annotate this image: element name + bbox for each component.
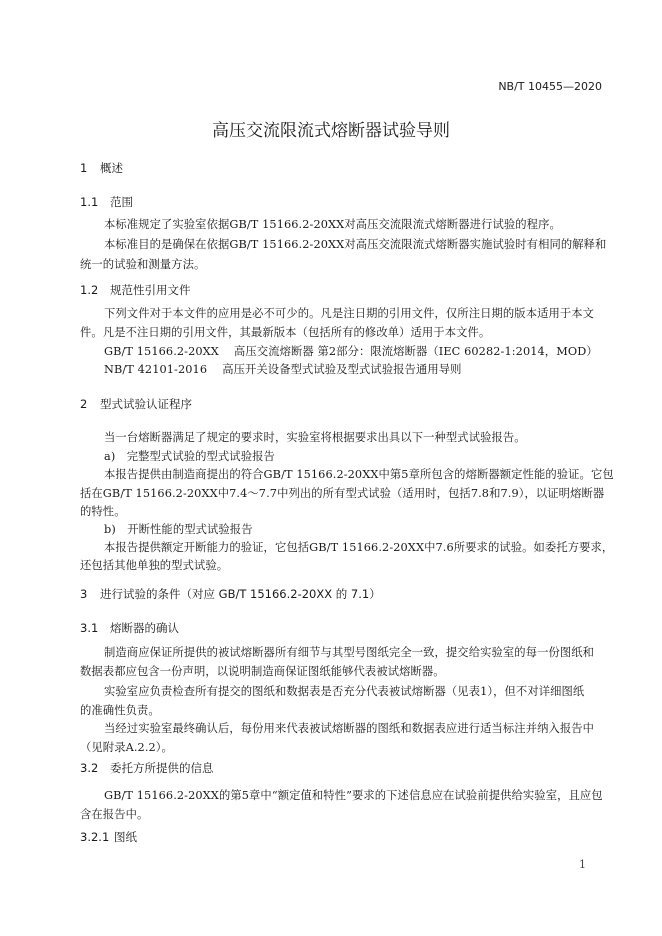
section-title: 进行试验的条件（对应 GB/T 15166.2-20XX 的 7.1） [100, 587, 381, 601]
paragraph: 实验室应负责检查所有提交的图纸和数据表是否充分代表被试熔断器（见表1），但不对详细图纸 [104, 685, 585, 698]
paragraph: 括在GB/T 15166.2-20XX中7.4～7.7中列出的所有型式试验（适用时，包括7.8和7.9），以证明熔断器 [80, 487, 605, 500]
section-2-heading [80, 396, 192, 412]
paragraph: 的特性。 [80, 505, 126, 518]
section-title: 熔断器的确认 [110, 621, 179, 635]
section-number: 3 [80, 587, 88, 601]
reference-entry: GB/T 15166.2-20XX 高压交流熔断器 第2部分：限流熔断器（IEC 60282-1:2014，MOD） [104, 345, 598, 358]
paragraph: 当一台熔断器满足了规定的要求时，实验室将根据要求出具以下一种型式试验报告。 [104, 431, 526, 444]
paragraph: 下列文件对于本文件的应用是必不可少的。凡是注日期的引用文件，仅所注日期的版本适用于本文 [104, 307, 595, 320]
section-number: 2 [80, 397, 88, 411]
paragraph: 本报告提供额定开断能力的验证，它包括GB/T 15166.2-20XX中7.6所要求的试验。如委托方要求， [104, 541, 614, 554]
section-number: 3.1 [80, 621, 99, 635]
list-item: b) 开断性能的型式试验报告 [104, 523, 253, 536]
section-number: 1.2 [80, 283, 99, 297]
reference-entry: NB/T 42101-2016 高压开关设备型式试验及型式试验报告通用导则 [104, 363, 462, 376]
section-3-2-1-heading [80, 829, 137, 845]
paragraph: 还包括其他单独的型式试验。 [80, 559, 229, 572]
paragraph: 本标准规定了实验室依据GB/T 15166.2-20XX对高压交流限流式熔断器进行试验的程序。 [104, 218, 561, 231]
paragraph: 本标准目的是确保在依据GB/T 15166.2-20XX对高压交流限流式熔断器实施试验时有相同的解释和 [104, 238, 607, 251]
paragraph: 含在报告中。 [80, 808, 149, 821]
paragraph: 件。凡是不注日期的引用文件，其最新版本（包括所有的修改单）适用于本文件。 [80, 326, 491, 339]
paragraph: 统一的试验和测量方法。 [80, 258, 206, 271]
section-1-2-heading [80, 282, 191, 298]
paragraph: 制造商应保证所提供的被试熔断器所有细节与其型号图纸完全一致，提交给实验室的每一份图纸和 [104, 646, 595, 659]
section-title: 委托方所提供的信息 [110, 761, 214, 775]
section-number: 3.2 [80, 761, 99, 775]
paragraph: 当经过实验室最终确认后，每份用来代表被试熔断器的图纸和数据表应进行适当标注并纳入报告中 [104, 722, 595, 735]
section-title: 规范性引用文件 [110, 283, 191, 297]
paragraph: 本报告提供由制造商提出的符合GB/T 15166.2-20XX中第5章所包含的熔断器额定性能的验证。它包 [104, 468, 614, 481]
section-1-heading [80, 160, 123, 176]
section-3-1-heading [80, 620, 179, 636]
standard-code: NB/T 10455—2020 [498, 80, 602, 93]
section-number: 3.2.1 [80, 830, 110, 844]
section-title: 概述 [100, 161, 123, 175]
section-1-1-heading [80, 194, 133, 210]
section-number: 1 [80, 161, 88, 175]
section-title: 型式试验认证程序 [100, 397, 192, 411]
page-number: 1 [579, 858, 586, 871]
paragraph: （见附录A.2.2）。 [80, 741, 173, 754]
section-3-heading [80, 586, 381, 602]
section-title: 图纸 [114, 830, 137, 844]
section-title: 范围 [110, 195, 133, 209]
paragraph: GB/T 15166.2-20XX的第5章中“额定值和特性”要求的下述信息应在试验前提供给实验室，且应包 [104, 789, 603, 802]
section-number: 1.1 [80, 195, 99, 209]
list-item: a) 完整型式试验的型式试验报告 [104, 450, 275, 463]
document-title: 高压交流限流式熔断器试验导则 [212, 121, 450, 141]
paragraph: 数据表都应包含一份声明，以说明制造商保证图纸能够代表被试熔断器。 [80, 665, 445, 678]
section-3-2-heading [80, 760, 214, 776]
paragraph: 的准确性负责。 [80, 704, 160, 717]
